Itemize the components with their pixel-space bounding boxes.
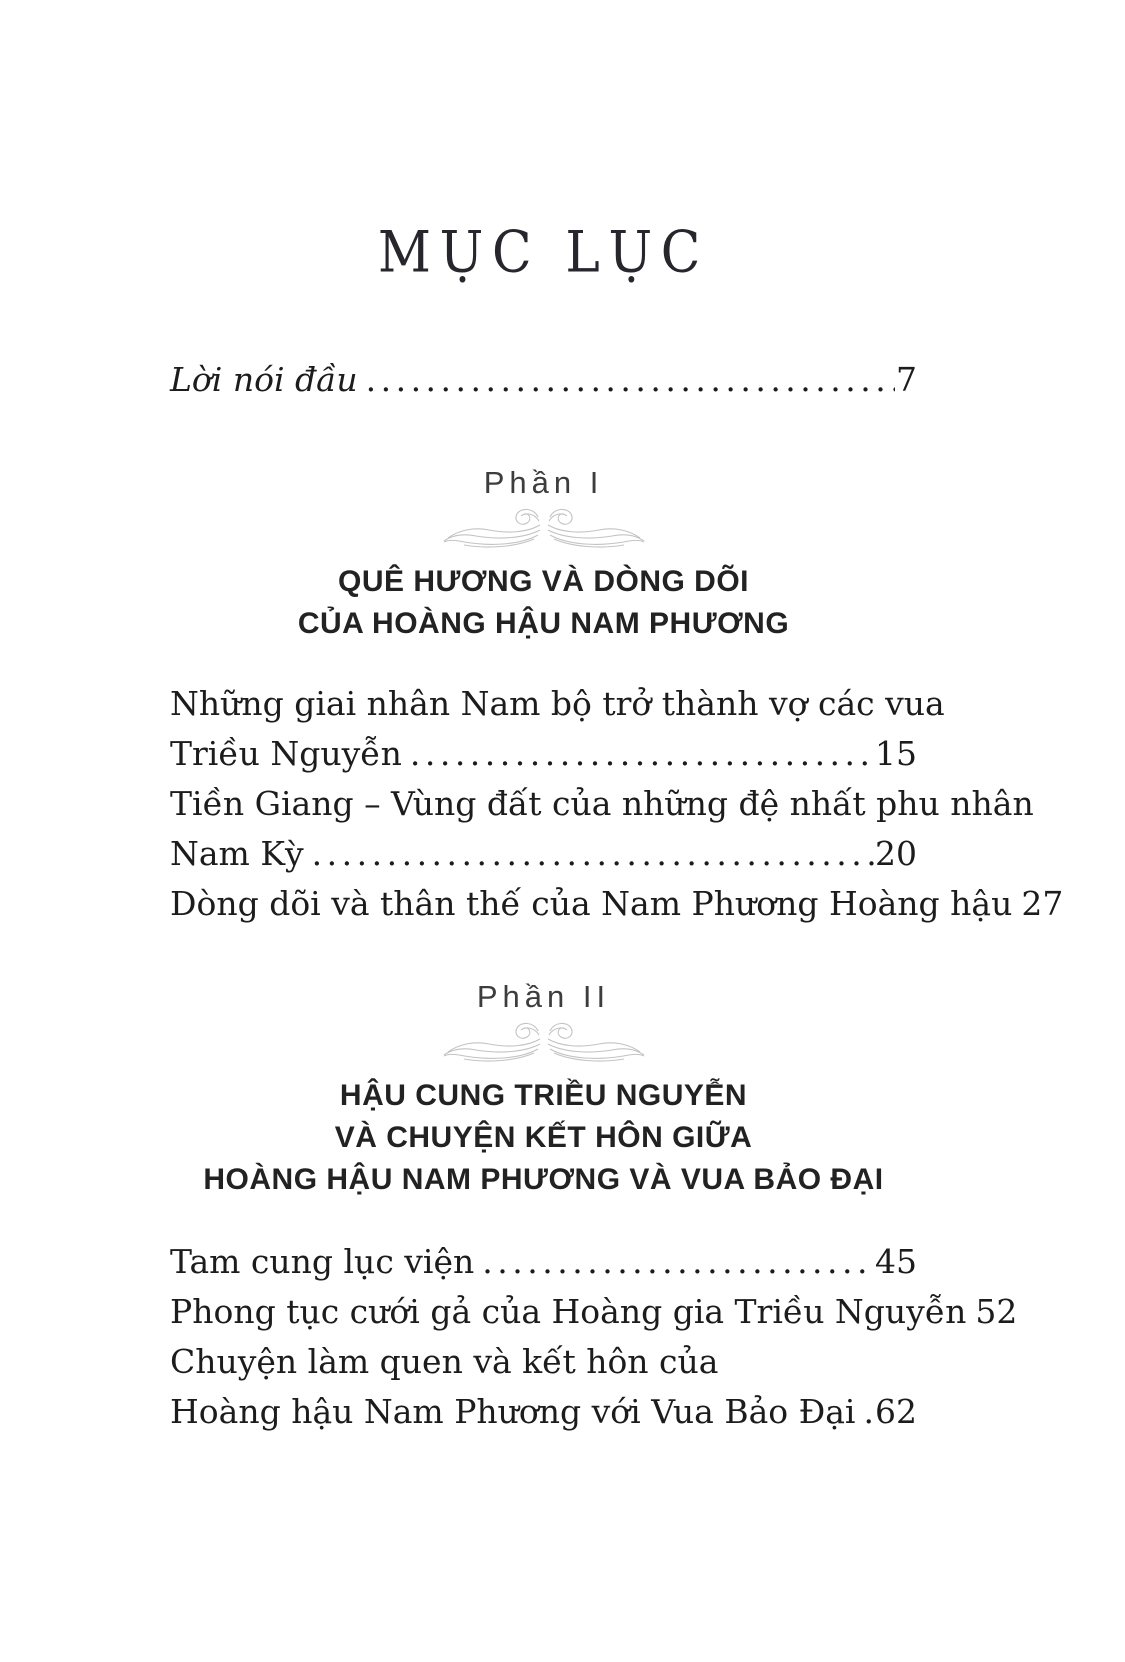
toc-entry-label: Triều Nguyễn <box>170 734 402 773</box>
toc-entry-label: Những giai nhân Nam bộ trở thành vợ các vua <box>170 684 945 723</box>
toc-entry-page: 62 <box>875 1392 917 1431</box>
toc-entry-label: Lời nói đầu <box>170 360 358 399</box>
toc-entry-label: Tam cung lục viện <box>170 1242 475 1281</box>
toc-entry-page: 7 <box>896 360 917 399</box>
toc-entry[interactable] <box>170 879 1064 929</box>
dot-leader <box>312 829 874 879</box>
dot-leader <box>863 1387 874 1437</box>
section-heading-line: QUÊ HƯƠNG VÀ DÒNG DÕI <box>337 565 749 598</box>
toc-entry-page: 20 <box>875 834 917 873</box>
section-heading-line: HOÀNG HẬU NAM PHƯƠNG VÀ VUA BẢO ĐẠI <box>203 1163 884 1196</box>
flourish-divider-icon <box>436 1019 652 1065</box>
section-heading <box>170 1075 917 1201</box>
section-heading-line: CỦA HOÀNG HẬU NAM PHƯƠNG <box>297 607 790 640</box>
toc-entry-label: Chuyện làm quen và kết hôn của <box>170 1342 719 1381</box>
toc-entry[interactable] <box>170 1287 1018 1337</box>
toc-entry-page: 27 <box>1021 884 1064 923</box>
toc-section-part-1 <box>170 465 1064 929</box>
toc-section-part-2 <box>170 979 1018 1437</box>
dot-leader <box>410 729 874 779</box>
toc-entries <box>170 679 1064 929</box>
page-title: MỤC LỤC <box>377 218 710 286</box>
toc-entry-page: 15 <box>875 734 917 773</box>
section-heading-line: HẬU CUNG TRIỀU NGUYỄN <box>339 1079 748 1112</box>
toc-entry-label: Dòng dõi và thân thế của Nam Phương Hoàng hậu <box>170 884 1013 923</box>
section-heading <box>170 561 917 645</box>
toc-entry-label: Tiền Giang – Vùng đất của những đệ nhất phu nhân <box>170 784 1034 823</box>
part-label: Phần II <box>476 979 611 1014</box>
flourish-divider-icon <box>436 505 652 551</box>
toc-entry-label: Nam Kỳ <box>170 834 304 873</box>
toc-entry-label: Phong tục cưới gả của Hoàng gia Triều Nguyễn <box>170 1292 967 1331</box>
toc-entry[interactable] <box>170 1337 917 1437</box>
toc-entries <box>170 1237 1018 1437</box>
toc-entry-page: 52 <box>975 1292 1018 1331</box>
toc-entry-preface[interactable] <box>170 355 917 405</box>
part-label: Phần I <box>483 465 604 500</box>
section-heading-line: VÀ CHUYỆN KẾT HÔN GIỮA <box>334 1121 753 1154</box>
toc-entry[interactable] <box>170 679 945 779</box>
dot-leader <box>366 355 895 405</box>
toc-entry[interactable] <box>170 1237 917 1287</box>
toc-entry-page: 45 <box>875 1242 917 1281</box>
toc-entry[interactable] <box>170 779 1034 879</box>
dot-leader <box>482 1237 874 1287</box>
toc-entry-label: Hoàng hậu Nam Phương với Vua Bảo Đại <box>170 1392 856 1431</box>
